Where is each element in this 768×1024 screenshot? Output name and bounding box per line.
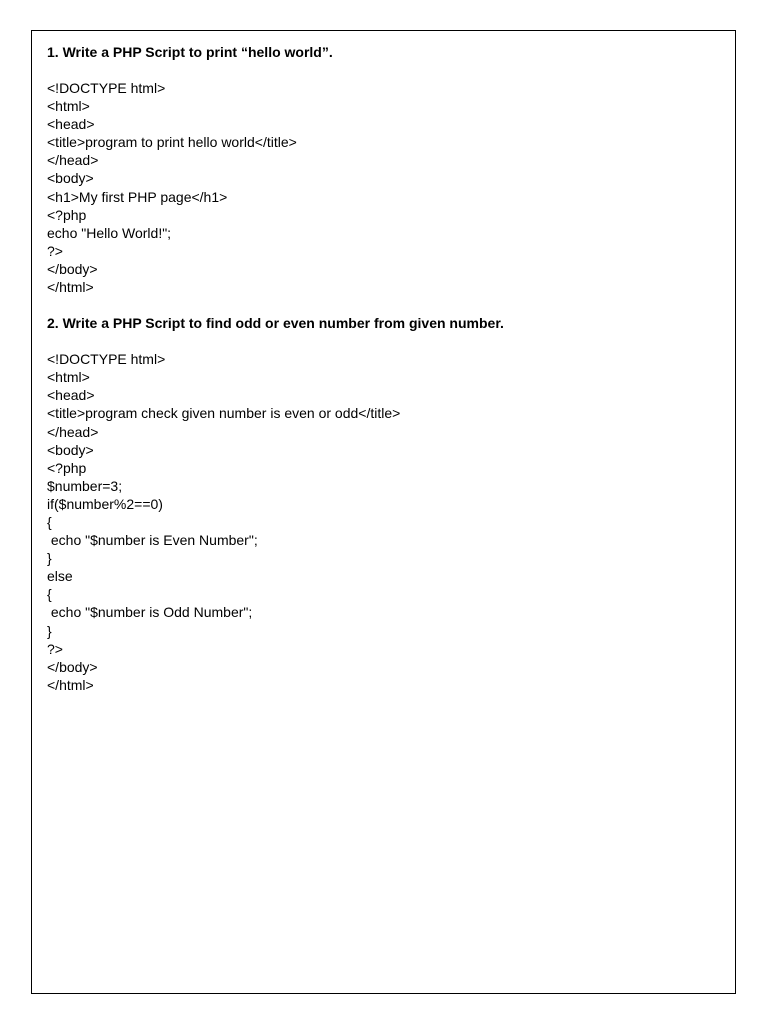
- code-line: </body>: [47, 260, 98, 277]
- document-content: [47, 43, 727, 694]
- code-line: <title>program check given number is even or odd</title>: [47, 405, 401, 422]
- code-line: </head>: [47, 423, 99, 440]
- code-line: if($number%2==0): [47, 495, 163, 512]
- code-line: <?php: [47, 206, 87, 223]
- code-line: <!DOCTYPE html>: [47, 80, 166, 96]
- code-line: </html>: [47, 279, 94, 296]
- code-line: <html>: [47, 369, 90, 386]
- code-line: echo "$number is Odd Number";: [47, 604, 253, 621]
- code-line: <body>: [47, 441, 94, 458]
- code-line: <html>: [47, 98, 90, 115]
- code-line: <head>: [47, 116, 95, 133]
- code-line: {: [47, 586, 52, 603]
- code-line: else: [47, 568, 73, 585]
- code-line: <title>program to print hello world</title>: [47, 134, 297, 151]
- code-line: }: [47, 622, 52, 639]
- code-line: <!DOCTYPE html>: [47, 351, 166, 368]
- code-line: </html>: [47, 676, 94, 693]
- code-line: $number=3;: [47, 477, 123, 494]
- question-1-code: [47, 79, 727, 296]
- question-2-title: 2. Write a PHP Script to find odd or even number from given number.: [47, 315, 504, 332]
- question-1: [47, 43, 727, 314]
- question-2-code: [47, 350, 727, 694]
- code-line: <body>: [47, 170, 94, 187]
- code-line: echo "Hello World!";: [47, 224, 172, 241]
- code-line: <?php: [47, 459, 87, 476]
- code-line: </body>: [47, 658, 98, 675]
- code-line: }: [47, 550, 52, 567]
- code-line: </head>: [47, 152, 99, 169]
- question-1-title: 1. Write a PHP Script to print “hello world”.: [47, 44, 333, 60]
- code-line: echo "$number is Even Number";: [47, 532, 258, 549]
- question-2: [47, 314, 727, 694]
- code-line: <h1>My first PHP page</h1>: [47, 188, 228, 205]
- code-line: <head>: [47, 387, 95, 404]
- code-line: ?>: [47, 242, 63, 259]
- code-line: {: [47, 513, 52, 530]
- code-line: ?>: [47, 640, 63, 657]
